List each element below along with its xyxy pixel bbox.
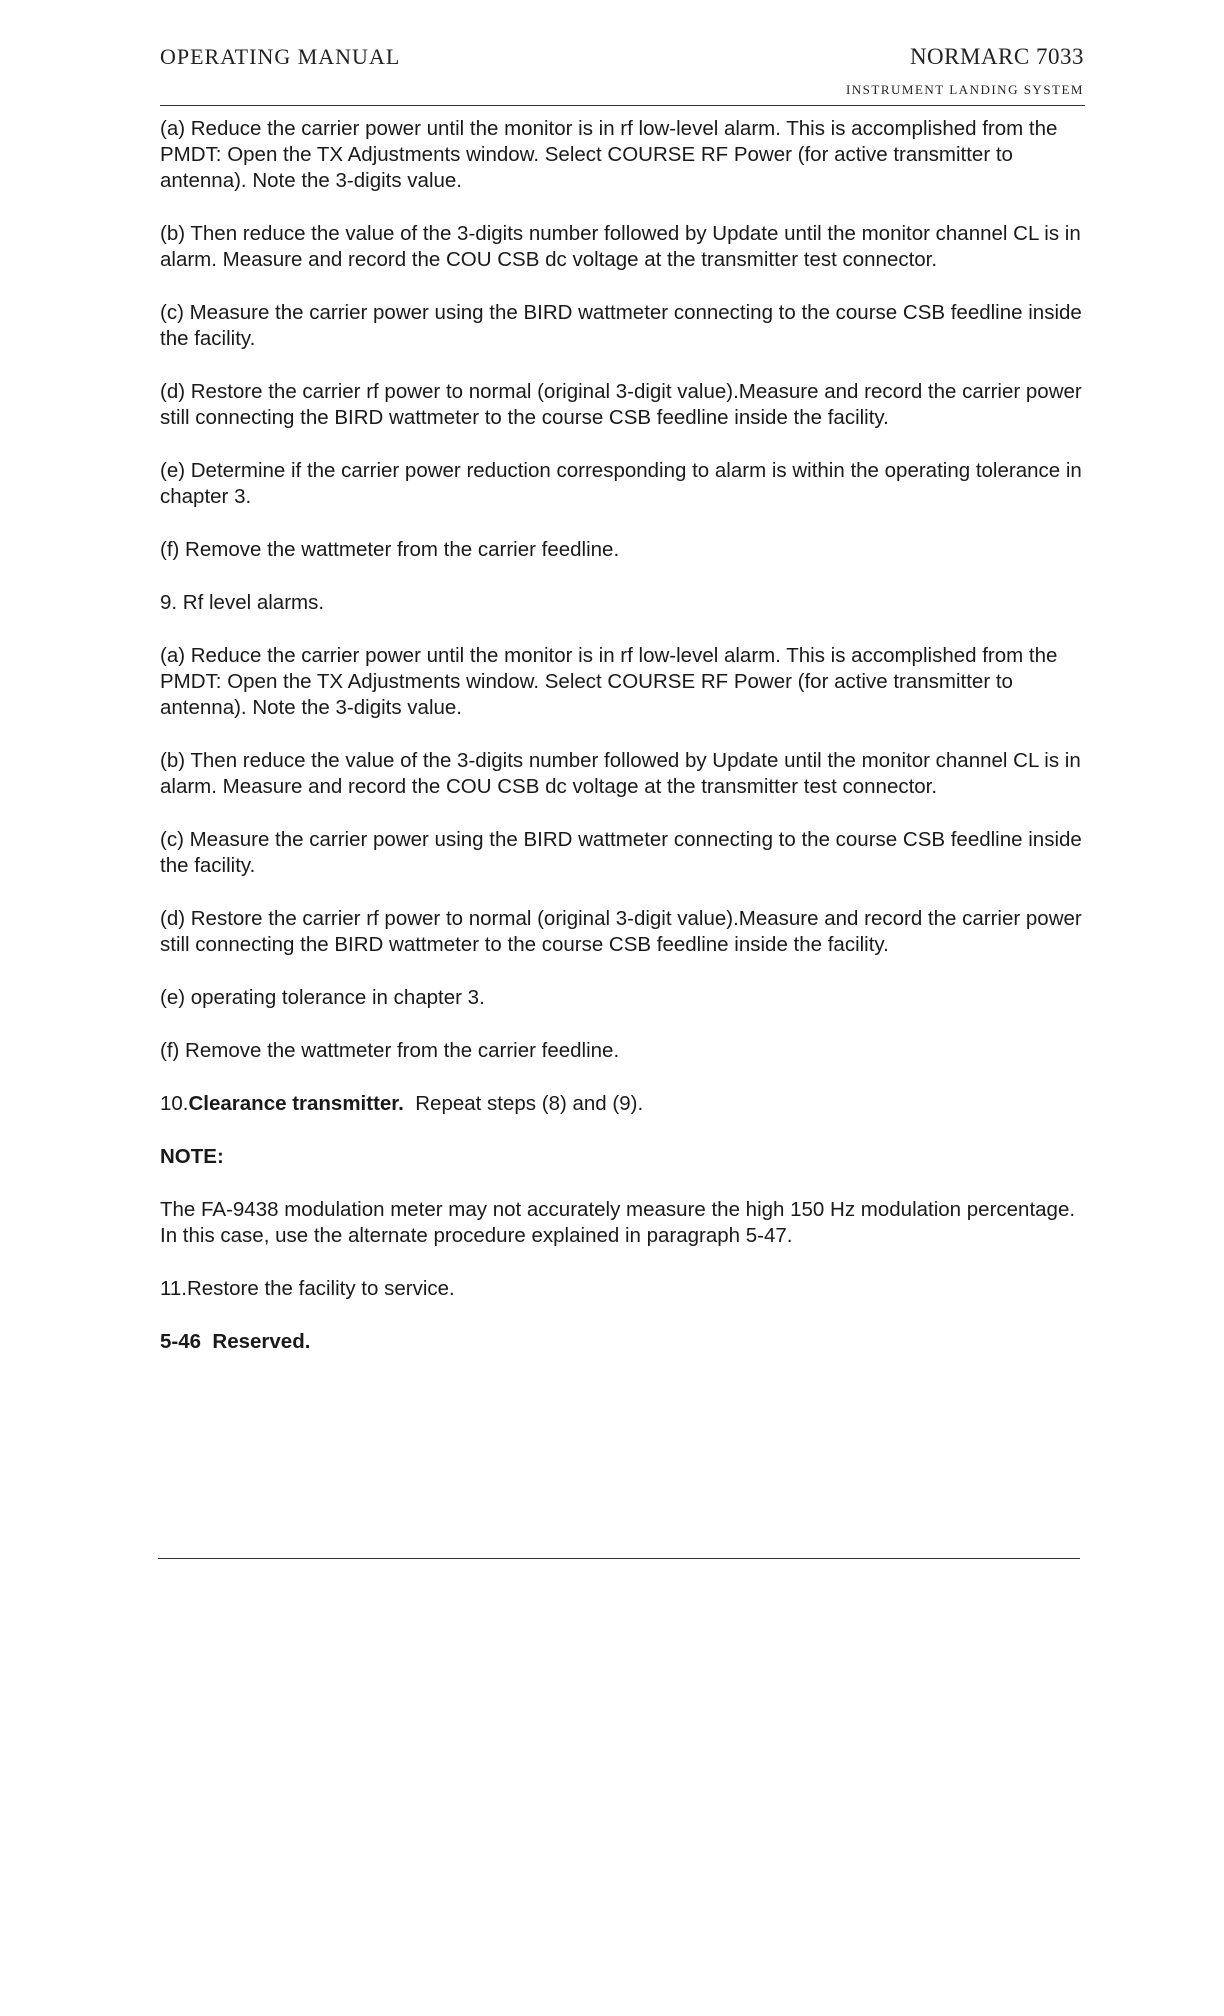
step-8b: (b) Then reduce the value of the 3-digits number followed by Update until the monitor channel CL is in alarm. Measure and record the COU CSB dc voltage at the transmitter test connector. [160,222,1081,271]
section-10 [160,1091,1090,1117]
step-8f: (f) Remove the wattmeter from the carrier feedline. [160,538,620,561]
section-5-46: 5-46 Reserved. [160,1330,311,1353]
step-9f: (f) Remove the wattmeter from the carrier feedline. [160,1039,620,1062]
page-body [160,116,1090,1382]
step-9e: (e) operating tolerance in chapter 3. [160,986,485,1009]
step-11: 11.Restore the facility to service. [160,1277,455,1300]
step-9d: (d) Restore the carrier rf power to normal (original 3-digit value).Measure and record the carrier power still connecting the BIRD wattmeter to the course CSB feedline inside the facility. [160,907,1082,956]
step-9a: (a) Reduce the carrier power until the monitor is in rf low-level alarm. This is accomplished from the PMDT: Open the TX Adjustments window. Select COURSE RF Power (for active transmitter to antenna). Note the 3-digits value. [160,644,1058,719]
section-10-text: Repeat steps (8) and (9). [403,1092,644,1115]
header-manual-title: OPERATING MANUAL [160,44,401,69]
section-9-heading: 9. Rf level alarms. [160,591,325,614]
step-8a: (a) Reduce the carrier power until the monitor is in rf low-level alarm. This is accomplished from the PMDT: Open the TX Adjustments window. Select COURSE RF Power (for active transmitter to antenna). Note the 3-digits value. [160,117,1058,192]
header-rule [160,105,1085,106]
section-10-number: 10. [160,1092,189,1115]
section-10-title: Clearance transmitter. [188,1092,404,1115]
step-9c: (c) Measure the carrier power using the BIRD wattmeter connecting to the course CSB feedline inside the facility. [160,828,1082,877]
step-8e: (e) Determine if the carrier power reduction corresponding to alarm is within the operating tolerance in chapter 3. [160,459,1082,508]
step-9b: (b) Then reduce the value of the 3-digits number followed by Update until the monitor channel CL is in alarm. Measure and record the COU CSB dc voltage at the transmitter test connector. [160,749,1081,798]
header-product-title: NORMARC 7033 [909,44,1084,69]
header-product-subtitle: INSTRUMENT LANDING SYSTEM [845,82,1084,97]
step-8c: (c) Measure the carrier power using the BIRD wattmeter connecting to the course CSB feedline inside the facility. [160,301,1082,350]
note-text: The FA-9438 modulation meter may not accurately measure the high 150 Hz modulation percentage. In this case, use the alternate procedure explained in paragraph 5-47. [160,1198,1076,1247]
footer-rule [158,1558,1080,1559]
header-product [846,44,1084,98]
step-8d: (d) Restore the carrier rf power to normal (original 3-digit value).Measure and record the carrier power still connecting the BIRD wattmeter to the course CSB feedline inside the facility. [160,380,1082,429]
note-label: NOTE: [160,1145,224,1168]
